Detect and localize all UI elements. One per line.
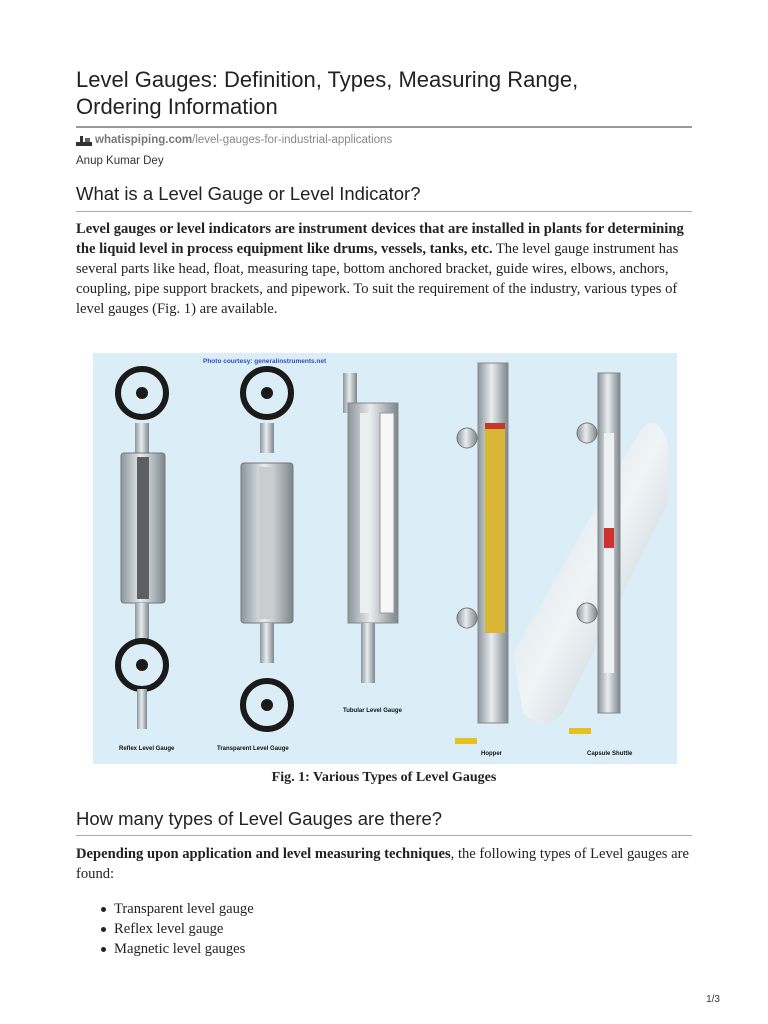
heading-divider [76, 835, 692, 836]
transparent-gauge [241, 369, 293, 729]
definition-text: The level gauge instrument has several parts like head, float, measuring tape, bottom anchored bracket, guide wires, elbows, anchors, coupling, pipe support brackets, and pipework. To suit the requirement of the industry, various types of level gauges (Fig. 1) are available. [76, 241, 679, 317]
label-hopper: Hopper [481, 751, 502, 757]
source-link[interactable] [76, 132, 392, 148]
label-capsule: Capsule Shuttle [587, 751, 633, 757]
page-number: 1/3 [706, 994, 720, 1005]
title-divider [76, 126, 692, 128]
list-item: Reflex level gauge [114, 919, 254, 939]
section-heading-types: How many types of Level Gauges are there? [76, 808, 443, 829]
gauge-types-list [76, 899, 254, 959]
types-text: , the following types of Level gauges are found: [76, 846, 689, 882]
source-path[interactable]: /level-gauges-for-industrial-applications [192, 134, 393, 146]
definition-bold-text: Level gauges or level indicators are instrument devices that are installed in plants for determining the liquid level in process equipment like drums, vessels, tanks, etc. [76, 221, 684, 257]
site-favicon-icon [76, 134, 92, 146]
title-line-1: Level Gauges: Definition, Types, Measuring Range, [76, 67, 579, 92]
source-site[interactable]: whatispiping.com [95, 134, 193, 146]
page-title [76, 66, 692, 120]
list-item: Transparent level gauge [114, 901, 254, 917]
label-transparent: Transparent Level Gauge [217, 746, 289, 752]
level-gauges-figure [93, 353, 677, 764]
author-name: Anup Kumar Dey [76, 155, 164, 167]
figure-caption: Fig. 1: Various Types of Level Gauges [271, 770, 497, 785]
tubular-gauge [343, 373, 398, 683]
label-reflex: Reflex Level Gauge [119, 746, 175, 752]
level-gauges-illustration [93, 353, 677, 764]
figure-credit: Photo courtesy: generalinstruments.net [203, 358, 327, 365]
heading-divider [76, 211, 692, 212]
list-item: Magnetic level gauges [114, 939, 254, 959]
types-paragraph [76, 844, 692, 884]
types-bold-text: Depending upon application and level measuring techniques [76, 846, 451, 862]
reflex-gauge [118, 369, 166, 729]
title-line-2: Ordering Information [76, 94, 278, 119]
definition-paragraph [76, 219, 692, 319]
magnetic-gauge-1 [455, 363, 508, 744]
section-heading-definition: What is a Level Gauge or Level Indicator? [76, 183, 421, 204]
label-tubular: Tubular Level Gauge [343, 708, 402, 714]
